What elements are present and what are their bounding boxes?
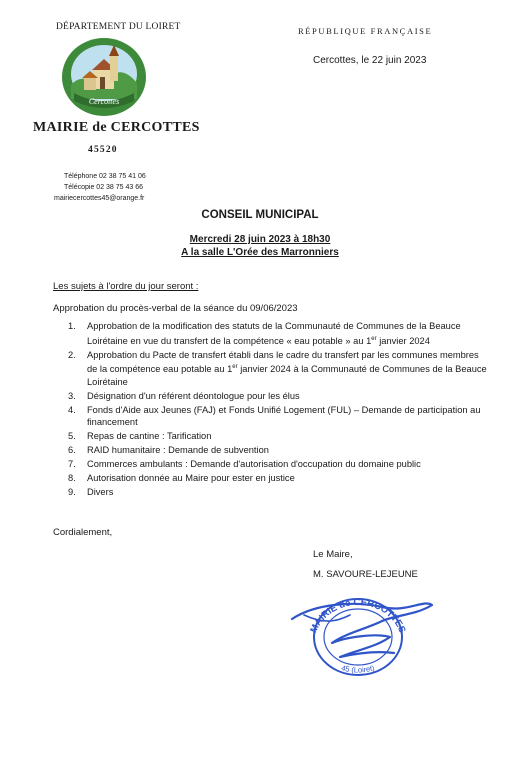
republic-label: RÉPUBLIQUE FRANÇAISE (298, 26, 433, 36)
stamp-graphic (286, 585, 436, 677)
fax-number: Télécopie 02 38 75 43 66 (64, 184, 144, 191)
agenda-item (68, 390, 488, 403)
agenda-item-text: Autorisation donnée au Maire pour ester en justice (87, 473, 295, 484)
stamp-bottom-text: 45 (Loiret) (340, 663, 376, 675)
email-address[interactable]: mairiecercottes45@orange.fr (54, 195, 145, 202)
phone-number: Téléphone 02 38 75 41 06 (64, 173, 146, 180)
mairie-name: MAIRIE de CERCOTTES (33, 120, 200, 135)
agenda-item-text: Désignation d'un référent déontologue pour les élus (87, 390, 300, 401)
agenda-item-number: 7. (68, 459, 76, 470)
agenda-item (68, 486, 488, 499)
agenda-item-text: Divers (87, 487, 114, 498)
meeting-date: Mercredi 28 juin 2023 à 18h30 (189, 234, 331, 245)
signer-role: Le Maire, (313, 549, 353, 560)
agenda-item (68, 404, 488, 429)
postcode: 45520 (88, 145, 118, 155)
agenda-intro: Les sujets à l'ordre du jour seront : (53, 281, 199, 292)
signer-name: M. SAVOURE-LEJEUNE (313, 569, 418, 580)
document-title: CONSEIL MUNICIPAL (201, 209, 319, 221)
stamp-top-text: MAIRIE de CERCOTTES (308, 596, 408, 635)
agenda-item-text: Fonds d'Aide aux Jeunes (FAJ) et Fonds Unifié Logement (FUL) – Demande de participation au financement (87, 404, 481, 428)
agenda-item-text: Repas de cantine : Tarification (87, 431, 212, 442)
agenda-item-number: 1. (68, 321, 76, 331)
official-stamp (286, 585, 436, 677)
department-label: DÉPARTEMENT DU LOIRET (56, 22, 181, 32)
agenda-item (68, 444, 488, 457)
agenda-item-number: 9. (68, 487, 76, 498)
town-logo-graphic (60, 37, 148, 117)
town-logo (60, 37, 148, 117)
agenda-item-number: 4. (68, 404, 76, 415)
logo-text: Cercottes (88, 97, 120, 106)
agenda-item-number: 5. (68, 431, 76, 442)
agenda-item-number: 3. (68, 390, 76, 401)
agenda-item (68, 458, 488, 471)
meeting-location: A la salle L'Orée des Marronniers (181, 247, 339, 258)
agenda-approval: Approbation du procès-verbal de la séance du 09/06/2023 (53, 303, 298, 314)
closing-greeting: Cordialement, (53, 527, 113, 538)
agenda-item-number: 6. (68, 445, 76, 456)
agenda-list (68, 320, 488, 500)
agenda-item-text: Approbation du Pacte de transfert établi dans le cadre du transfert par les communes membres de la compétence eau potable au 1er janvier 2024 à la Communauté de Communes de la Beauce Loirétaine (87, 349, 487, 387)
agenda-item (68, 430, 488, 443)
agenda-item (68, 472, 488, 485)
agenda-item (68, 320, 488, 347)
agenda-item-text: Commerces ambulants : Demande d'autorisation d'occupation du domaine public (87, 459, 421, 470)
document-date: Cercottes, le 22 juin 2023 (313, 55, 427, 66)
agenda-item-text: RAID humanitaire : Demande de subvention (87, 445, 269, 456)
agenda-item (68, 349, 488, 389)
agenda-item-text: Approbation de la modification des statuts de la Communauté de Communes de la Beauce Loirétaine en vue du transfert de la compétence « eau potable » au 1er janvier 2024 (87, 321, 461, 346)
agenda-item-number: 2. (68, 349, 76, 360)
agenda-item-number: 8. (68, 473, 76, 484)
